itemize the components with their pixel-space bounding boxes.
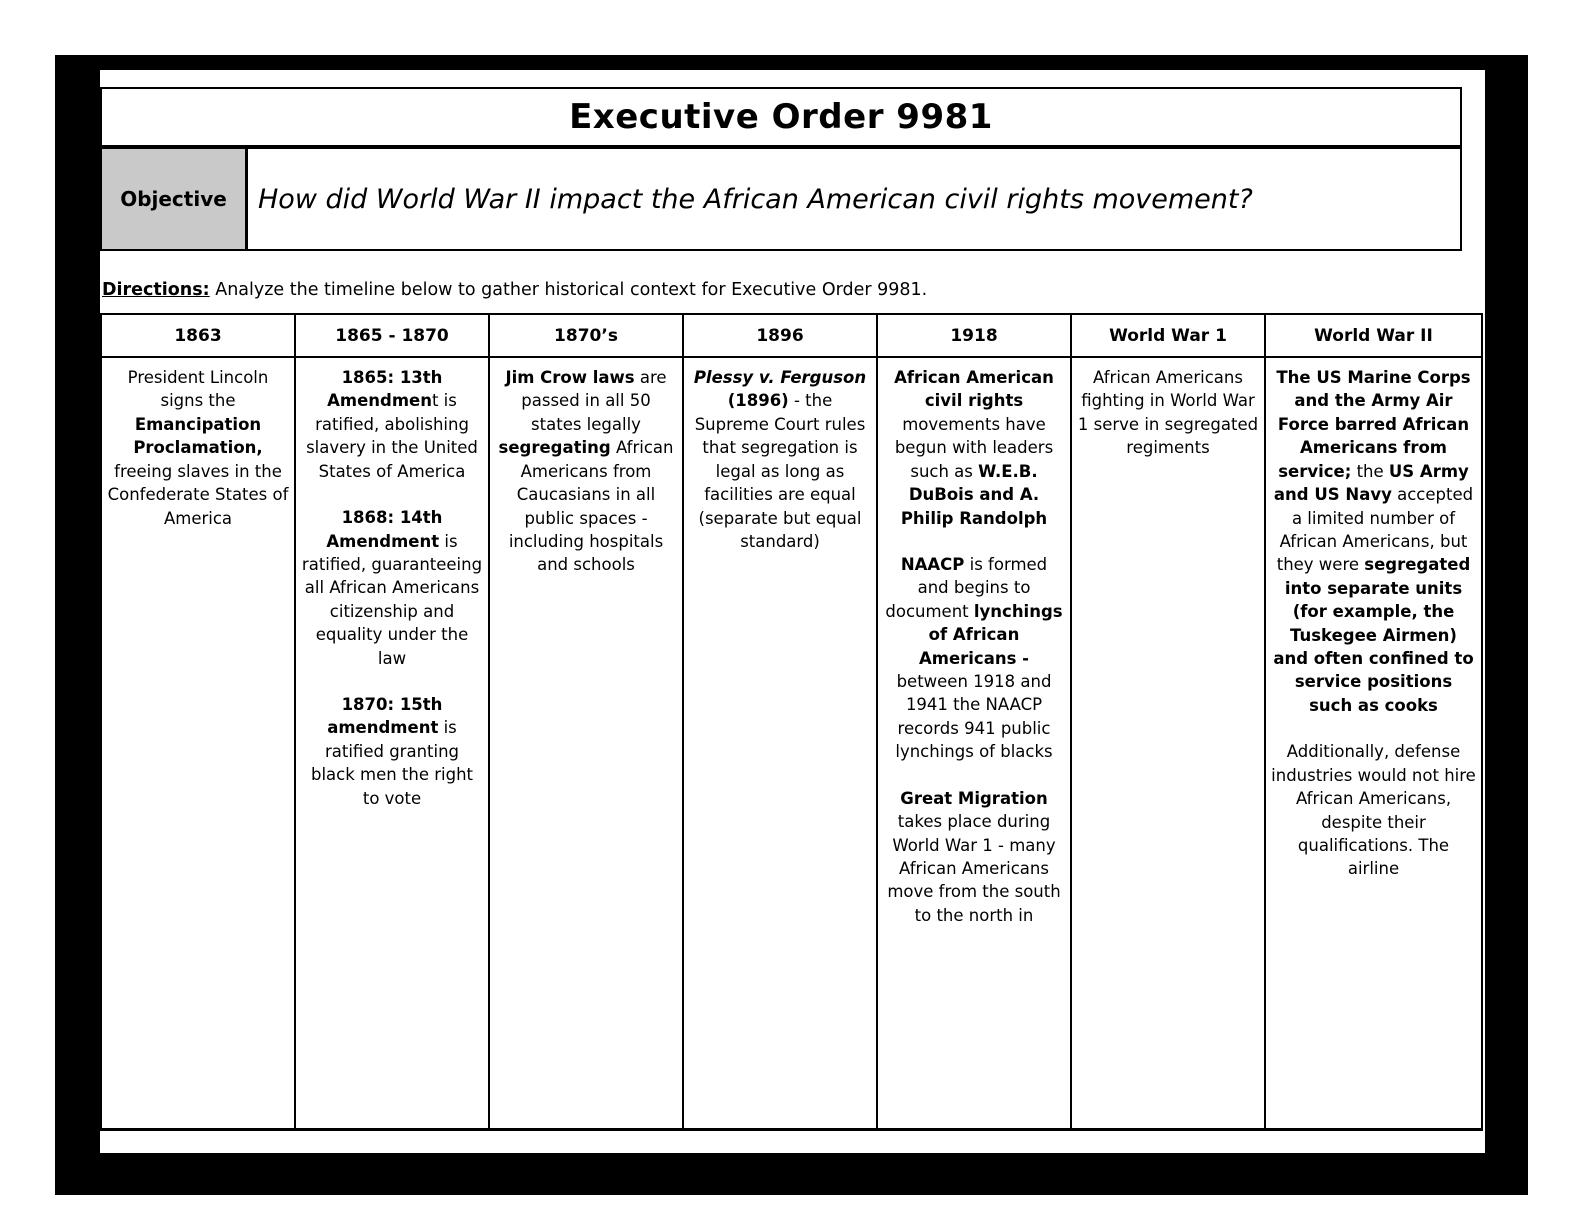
timeline-body-cell [295,357,489,1129]
timeline-paragraph: 1865: 13th Amendment is ratified, abolishing slavery in the United States of America [306,368,478,481]
title-table [100,87,1462,251]
timeline-header-cell: World War II [1265,314,1482,357]
timeline-header-cell: 1896 [683,314,877,357]
timeline-paragraph: Great Migration takes place during World War 1 - many African Americans move from the south to the north in [887,788,1061,925]
timeline-header-cell: 1918 [877,314,1071,357]
timeline-body-cell [1071,357,1265,1129]
timeline-body-cell [683,357,877,1129]
timeline-table [100,313,1483,1131]
timeline-paragraph: Plessy v. Ferguson (1896) - the Supreme Court rules that segregation is legal as long as facilities are equal (separate but equal standard) [693,368,867,551]
timeline-paragraph: 1868: 14th Amendment is ratified, guaranteeing all African Americans citizenship and equality under the law [301,508,483,668]
timeline-header-cell: 1863 [101,314,295,357]
worksheet-sheet [100,70,1485,1153]
objective-question: How did World War II impact the African American civil rights movement? [258,183,1253,215]
timeline-header-cell: World War 1 [1071,314,1265,357]
timeline-paragraph: President Lincoln signs the Emancipation Proclamation, freeing slaves in the Confederate States of America [107,368,289,528]
timeline-paragraph: Jim Crow laws are passed in all 50 states legally segregating African Americans from Caucasians in all public spaces - including hospitals and schools [498,368,674,575]
timeline-paragraph: The US Marine Corps and the Army Air Force barred African Americans from service; the US Army and US Navy accepted a limited number of African Americans, but they were segregated into separate units (for example, the Tuskegee Airmen) and often confined to service positions such as cooks [1273,368,1474,715]
timeline-paragraph: NAACP is formed and begins to document lynchings of African Americans - between 1918 and 1941 the NAACP records 941 public lynchings of blacks [885,554,1063,762]
timeline-paragraph: African Americans fighting in World War 1 serve in segregated regiments [1077,368,1259,458]
directions-label: Directions: [102,280,210,300]
timeline-header-cell: 1870’s [489,314,683,357]
objective-row [102,149,1460,249]
timeline-header-row [101,314,1482,357]
timeline-body-cell [489,357,683,1129]
directions-text: Analyze the timeline below to gather historical context for Executive Order 9981. [209,280,928,300]
timeline-paragraph: African American civil rights movements have begun with leaders such as W.E.B. DuBois and A. Philip Randolph [894,368,1054,528]
timeline-paragraph: 1870: 15th amendment is ratified granting black men the right to vote [310,695,474,808]
directions-line [102,280,927,300]
timeline-body-cell [877,357,1071,1129]
timeline-body-row [101,357,1482,1129]
title-row [102,89,1460,149]
page-title: Executive Order 9981 [569,97,993,137]
timeline-body-cell [1265,357,1482,1129]
timeline-paragraph: Additionally, defense industries would not hire African Americans, despite their qualifications. The airline [1271,742,1476,879]
objective-label: Objective [102,149,248,249]
document-border-frame [55,55,1528,1195]
timeline-body-cell [101,357,295,1129]
timeline-header-cell: 1865 - 1870 [295,314,489,357]
